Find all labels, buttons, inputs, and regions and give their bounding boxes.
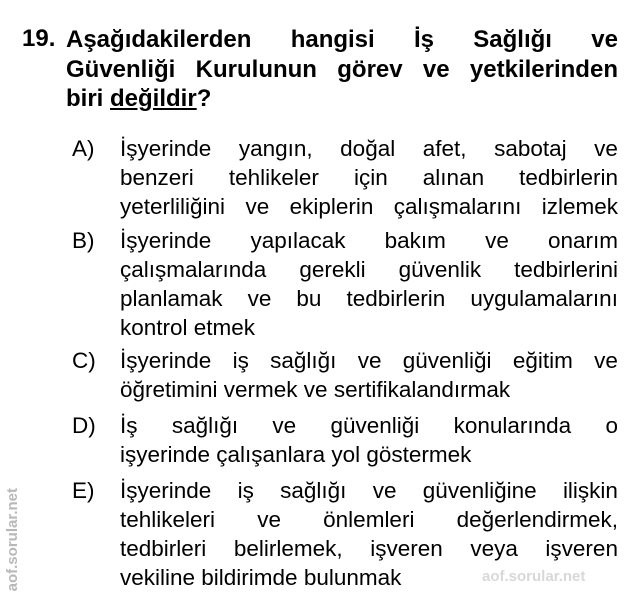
- word: ve: [357, 348, 382, 373]
- option-line: vekiline bildirimde bulunmak: [120, 565, 402, 590]
- word: sabotaj: [494, 136, 567, 161]
- word: izlemek: [541, 194, 618, 219]
- word: ve: [245, 194, 270, 219]
- word: çalışmalarını: [393, 194, 522, 219]
- word: için: [353, 165, 388, 190]
- option-line: [120, 284, 618, 313]
- word: tedbirleri: [120, 536, 207, 561]
- word: görev: [337, 55, 403, 83]
- word: eğitim: [512, 348, 573, 373]
- word: alınan: [422, 165, 485, 190]
- word: sağlığı: [171, 413, 239, 438]
- word: ve: [594, 136, 618, 161]
- word: tehlikeler: [228, 165, 319, 190]
- stem-text: ?: [196, 85, 212, 112]
- word: İşyerinde: [120, 136, 212, 161]
- word: çalışmalarında: [120, 257, 267, 282]
- option-line: [120, 411, 618, 440]
- option-line: [120, 476, 618, 505]
- option-letter: A): [72, 136, 95, 161]
- question-stem: [66, 25, 618, 114]
- word: ve: [372, 478, 397, 503]
- word: güvenliği: [330, 413, 420, 438]
- watermark-side: aof.sorular.net: [4, 488, 21, 592]
- word: sağlığı: [270, 348, 337, 373]
- word: afet,: [422, 136, 467, 161]
- word: sağlığı: [280, 478, 347, 503]
- stem-text: biri: [66, 85, 111, 112]
- word: veya: [470, 536, 518, 561]
- option-letter: B): [72, 228, 95, 253]
- word: İş: [413, 26, 434, 53]
- word: işveren: [370, 536, 443, 561]
- option-line: [120, 163, 618, 192]
- word: ve: [594, 348, 618, 373]
- word: onarım: [547, 228, 618, 253]
- option-c[interactable]: [72, 346, 618, 404]
- word: güvenliği: [402, 348, 492, 373]
- stem-line: [66, 25, 618, 55]
- word: ve: [272, 413, 297, 438]
- word: tedbirlerin: [519, 165, 618, 190]
- option-d[interactable]: [72, 411, 618, 469]
- word: tedbirlerin: [346, 286, 446, 311]
- word: konularında: [453, 413, 572, 438]
- word: yapılacak: [250, 228, 346, 253]
- option-a[interactable]: [72, 134, 618, 221]
- word: belirlemek,: [233, 536, 343, 561]
- word: ve: [422, 55, 450, 83]
- word: bu: [296, 286, 322, 311]
- option-line: [120, 255, 618, 284]
- word: ekiplerin: [289, 194, 374, 219]
- option-line: işyerinde çalışanlara yol göstermek: [120, 442, 472, 467]
- word: bakım: [384, 228, 446, 253]
- word: tehlikeleri: [120, 507, 216, 532]
- word: planlamak: [120, 286, 223, 311]
- stem-line: [66, 55, 618, 85]
- word: değerlendirmek,: [456, 507, 618, 532]
- word: Güvenliği: [66, 55, 176, 83]
- word: ilişkin: [562, 478, 618, 503]
- word: İşyerinde: [120, 478, 212, 503]
- word: uygulamalarını: [470, 286, 618, 311]
- word: Sağlığı: [473, 26, 552, 53]
- word: güvenlik: [398, 257, 482, 282]
- option-line: [120, 346, 618, 375]
- word: yangın,: [238, 136, 313, 161]
- word: hangisi: [290, 26, 375, 53]
- option-line: [120, 505, 618, 534]
- word: gerekli: [299, 257, 366, 282]
- option-line: [120, 534, 618, 563]
- word: İşyerinde: [120, 348, 212, 373]
- option-b[interactable]: [72, 226, 618, 342]
- word: önlemleri: [323, 507, 415, 532]
- word: tedbirlerini: [514, 257, 618, 282]
- stem-line: [66, 84, 618, 114]
- word: ve: [485, 228, 509, 253]
- question-number: 19.: [22, 25, 56, 52]
- word: yeterliliğini: [120, 194, 226, 219]
- option-letter: E): [72, 478, 95, 503]
- word: İşyerinde: [120, 228, 212, 253]
- word: ve: [591, 26, 618, 53]
- word: Aşağıdakilerden: [66, 26, 252, 53]
- word: o: [605, 413, 618, 438]
- option-letter: C): [72, 348, 96, 373]
- word: güvenliğine: [422, 478, 537, 503]
- watermark-center: aof.sorular.net: [482, 568, 586, 585]
- word: iş: [232, 348, 249, 373]
- option-line: [120, 134, 618, 163]
- word: ve: [257, 507, 281, 532]
- option-line: öğretimini vermek ve sertifikalandırmak: [120, 377, 511, 402]
- emphasis-negative: değildir: [110, 85, 197, 112]
- option-line: [120, 192, 618, 221]
- word: işveren: [545, 536, 618, 561]
- word: doğal: [340, 136, 396, 161]
- word: ve: [247, 286, 272, 311]
- word: İş: [120, 413, 138, 438]
- word: Kurulunun: [195, 55, 317, 83]
- word: iş: [237, 478, 254, 503]
- option-letter: D): [72, 413, 96, 438]
- word: benzeri: [120, 165, 194, 190]
- option-line: [120, 226, 618, 255]
- option-line: kontrol etmek: [120, 315, 256, 340]
- word: yetkilerinden: [469, 55, 618, 83]
